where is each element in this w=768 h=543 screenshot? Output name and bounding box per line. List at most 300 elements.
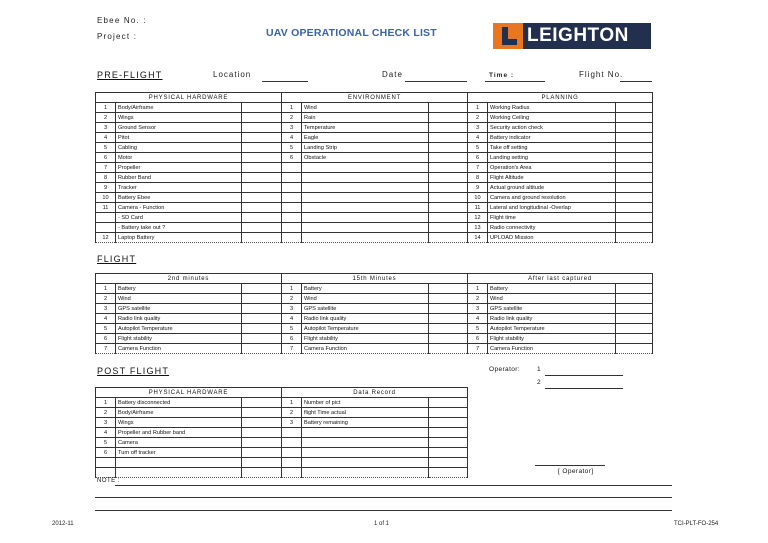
item-number: 3 — [282, 418, 302, 428]
item-number: 7 — [468, 344, 488, 354]
item-number: 2 — [282, 113, 302, 123]
item-number — [282, 183, 302, 193]
postflight-col-header-hardware: PHYSICAL HARDWARE — [96, 388, 282, 398]
check-box[interactable] — [616, 193, 653, 203]
check-box[interactable] — [242, 173, 282, 183]
flight-no-label: Flight No. — [579, 70, 624, 79]
item-number: 6 — [468, 334, 488, 344]
table-row — [96, 284, 653, 294]
check-box[interactable] — [616, 103, 653, 113]
check-box[interactable] — [429, 153, 468, 163]
item-number: 12 — [96, 233, 116, 243]
item-label: Flight time — [488, 213, 616, 223]
check-box[interactable] — [429, 123, 468, 133]
note-line-1[interactable] — [115, 485, 672, 486]
item-number: 1 — [282, 103, 302, 113]
item-number: 3 — [96, 304, 116, 314]
item-label — [302, 193, 429, 203]
item-label — [302, 173, 429, 183]
check-box[interactable] — [242, 458, 282, 468]
preflight-checklist-table — [95, 92, 653, 243]
item-number: 1 — [96, 103, 116, 113]
item-number — [282, 468, 302, 478]
item-label: Camera Function — [302, 344, 429, 354]
item-number: 4 — [468, 314, 488, 324]
check-box[interactable] — [429, 324, 468, 334]
flight-col-header-15th-minutes: 15th Minutes — [282, 274, 468, 284]
check-box[interactable] — [242, 294, 282, 304]
item-label: Radio link quality — [116, 314, 242, 324]
check-box[interactable] — [429, 418, 468, 428]
check-box[interactable] — [242, 123, 282, 133]
check-box[interactable] — [242, 468, 282, 478]
item-label: Camera and ground resolution — [488, 193, 616, 203]
item-number: 8 — [96, 173, 116, 183]
check-box[interactable] — [616, 213, 653, 223]
item-label: Radio link quality — [302, 314, 429, 324]
item-label: Rain — [302, 113, 429, 123]
item-number: 2 — [96, 294, 116, 304]
item-number: 11 — [468, 203, 488, 213]
check-box[interactable] — [429, 438, 468, 448]
check-box[interactable] — [242, 153, 282, 163]
flight-no-field[interactable] — [620, 81, 652, 82]
table-row — [96, 324, 653, 334]
item-number: 1 — [96, 284, 116, 294]
preflight-col-header-planning: PLANNING — [468, 93, 653, 103]
item-number: 3 — [468, 304, 488, 314]
check-box[interactable] — [616, 203, 653, 213]
check-box[interactable] — [429, 458, 468, 468]
item-label: Battery — [302, 284, 429, 294]
footer-page-number: 1 of 1 — [374, 521, 390, 527]
item-number: 3 — [282, 123, 302, 133]
item-label: Radio link quality — [488, 314, 616, 324]
check-box[interactable] — [429, 448, 468, 458]
item-label: Wings — [116, 418, 242, 428]
item-label: Landing Strip — [302, 143, 429, 153]
item-number: 13 — [468, 223, 488, 233]
item-number: 3 — [96, 418, 116, 428]
item-label: UPLOAD Mission — [488, 233, 616, 243]
postflight-col-header-data-record: Data Record — [282, 388, 468, 398]
item-number: 12 — [468, 213, 488, 223]
check-box[interactable] — [242, 418, 282, 428]
item-number: 5 — [282, 143, 302, 153]
check-box[interactable] — [616, 314, 653, 324]
table-row — [96, 193, 653, 203]
item-label: Wings — [116, 113, 242, 123]
item-label: Flight stability — [116, 334, 242, 344]
item-number: 1 — [96, 398, 116, 408]
item-label: Body/Airframe — [116, 103, 242, 113]
item-label: Obstacle — [302, 153, 429, 163]
item-label: Battery indicator — [488, 133, 616, 143]
item-number: 2 — [468, 113, 488, 123]
item-label: Landing setting — [488, 153, 616, 163]
check-box[interactable] — [242, 103, 282, 113]
item-number: 5 — [282, 324, 302, 334]
check-box[interactable] — [616, 113, 653, 123]
check-box[interactable] — [616, 183, 653, 193]
item-number — [282, 233, 302, 243]
footer-form-code: TCI-PLT-FO-254 — [674, 521, 719, 527]
check-box[interactable] — [242, 304, 282, 314]
item-number — [282, 203, 302, 213]
check-box[interactable] — [242, 344, 282, 354]
table-row — [96, 428, 468, 438]
check-box[interactable] — [429, 133, 468, 143]
check-box[interactable] — [429, 304, 468, 314]
item-label — [302, 468, 429, 478]
table-row — [96, 304, 653, 314]
item-label: Working Radius — [488, 103, 616, 113]
check-box[interactable] — [429, 103, 468, 113]
item-label: GPS satellite — [488, 304, 616, 314]
item-number: 2 — [282, 408, 302, 418]
item-number: 10 — [96, 193, 116, 203]
operator-1-label: 1 — [537, 366, 542, 373]
flight-checklist-table — [95, 273, 653, 354]
note-label: NOTE : — [97, 478, 121, 484]
check-box[interactable] — [429, 143, 468, 153]
item-number: 7 — [96, 344, 116, 354]
item-label: Working Ceiling — [488, 113, 616, 123]
check-box[interactable] — [242, 324, 282, 334]
item-label: Camera - Function — [116, 203, 242, 213]
check-box[interactable] — [429, 223, 468, 233]
check-box[interactable] — [242, 284, 282, 294]
check-box[interactable] — [242, 193, 282, 203]
item-number: 1 — [468, 103, 488, 113]
item-label: Battery disconnected — [116, 398, 242, 408]
item-number: 4 — [282, 133, 302, 143]
project-label: Project : — [97, 32, 138, 41]
time-field[interactable] — [485, 81, 545, 82]
check-box[interactable] — [429, 173, 468, 183]
location-field[interactable] — [262, 81, 308, 82]
item-label — [302, 163, 429, 173]
table-row — [96, 314, 653, 324]
table-row — [96, 294, 653, 304]
item-number: 3 — [96, 123, 116, 133]
item-label: Autopilot Temperature — [488, 324, 616, 334]
table-row — [96, 418, 468, 428]
item-number: 6 — [282, 153, 302, 163]
table-row — [96, 183, 653, 193]
check-box[interactable] — [616, 334, 653, 344]
check-box[interactable] — [429, 213, 468, 223]
item-label: Camera — [116, 438, 242, 448]
check-box[interactable] — [242, 438, 282, 448]
item-label: Pitot — [116, 133, 242, 143]
item-number: 11 — [96, 203, 116, 213]
item-label — [116, 468, 242, 478]
check-box[interactable] — [242, 183, 282, 193]
item-number — [282, 163, 302, 173]
check-box[interactable] — [242, 408, 282, 418]
operator-2-line[interactable] — [545, 388, 623, 389]
postflight-section-title: POST FLIGHT — [97, 366, 170, 376]
table-row — [96, 163, 653, 173]
item-label: Lateral and longitudinal -Overlap — [488, 203, 616, 213]
date-label: Date — [382, 70, 403, 79]
item-label: flight Time actual — [302, 408, 429, 418]
item-label — [116, 458, 242, 468]
item-label: Autopilot Temperature — [116, 324, 242, 334]
table-row — [96, 213, 653, 223]
table-row — [96, 103, 653, 113]
item-label: Temperature — [302, 123, 429, 133]
item-label: Rubber Band — [116, 173, 242, 183]
check-box[interactable] — [429, 284, 468, 294]
item-label: Flight stability — [488, 334, 616, 344]
item-label: Battery Ebee — [116, 193, 242, 203]
item-label — [302, 223, 429, 233]
check-box[interactable] — [242, 334, 282, 344]
check-box[interactable] — [429, 294, 468, 304]
footer-date: 2012-11 — [52, 521, 74, 527]
item-label: Radio connectivity — [488, 223, 616, 233]
flight-col-header-2nd-minutes: 2nd minutes — [96, 274, 282, 284]
item-number: 6 — [96, 153, 116, 163]
check-box[interactable] — [242, 398, 282, 408]
company-logo — [493, 23, 651, 49]
item-number: 1 — [468, 284, 488, 294]
check-box[interactable] — [616, 123, 653, 133]
table-row — [96, 223, 653, 233]
item-number: 4 — [468, 133, 488, 143]
item-label: Flight stability — [302, 334, 429, 344]
item-number — [282, 173, 302, 183]
check-box[interactable] — [429, 163, 468, 173]
item-number: 9 — [96, 183, 116, 193]
item-label: Battery — [488, 284, 616, 294]
check-box[interactable] — [616, 324, 653, 334]
item-label: Battery remaining — [302, 418, 429, 428]
date-field[interactable] — [405, 81, 467, 82]
table-row — [96, 113, 653, 123]
check-box[interactable] — [429, 183, 468, 193]
table-row — [96, 398, 468, 408]
item-number — [282, 428, 302, 438]
check-box[interactable] — [616, 344, 653, 354]
item-number — [282, 223, 302, 233]
check-box[interactable] — [616, 163, 653, 173]
check-box[interactable] — [429, 233, 468, 243]
check-box[interactable] — [429, 428, 468, 438]
item-label: Number of pict — [302, 398, 429, 408]
item-number: 6 — [96, 448, 116, 458]
check-box[interactable] — [429, 113, 468, 123]
check-box[interactable] — [616, 294, 653, 304]
item-label: - Battery take out ? — [116, 223, 242, 233]
item-number: 5 — [468, 143, 488, 153]
check-box[interactable] — [242, 428, 282, 438]
item-number: 5 — [96, 324, 116, 334]
item-number: 5 — [468, 324, 488, 334]
item-number: 1 — [282, 284, 302, 294]
item-number — [96, 468, 116, 478]
check-box[interactable] — [429, 398, 468, 408]
check-box[interactable] — [616, 223, 653, 233]
table-row — [96, 153, 653, 163]
item-number: 7 — [468, 163, 488, 173]
item-label: Tracker — [116, 183, 242, 193]
operator-2-label: 2 — [537, 379, 542, 386]
item-number: 9 — [468, 183, 488, 193]
item-number: 2 — [96, 113, 116, 123]
check-box[interactable] — [429, 334, 468, 344]
item-number: 3 — [282, 304, 302, 314]
item-label: Camera Function — [116, 344, 242, 354]
item-label: Camera Function — [488, 344, 616, 354]
table-row — [96, 123, 653, 133]
item-number: 2 — [282, 294, 302, 304]
check-box[interactable] — [616, 133, 653, 143]
item-number — [282, 213, 302, 223]
table-row — [96, 143, 653, 153]
table-row — [96, 344, 653, 354]
item-number: 5 — [96, 438, 116, 448]
item-label: Wind — [302, 103, 429, 113]
item-number — [282, 448, 302, 458]
item-number: 7 — [96, 163, 116, 173]
item-label: Turn off tracker — [116, 448, 242, 458]
item-label: Flight Altitude — [488, 173, 616, 183]
item-number: 5 — [96, 143, 116, 153]
check-box[interactable] — [616, 233, 653, 243]
table-row — [96, 334, 653, 344]
check-box[interactable] — [429, 344, 468, 354]
item-label: Actual ground altitude — [488, 183, 616, 193]
table-row — [96, 173, 653, 183]
time-label: Time : — [489, 72, 515, 79]
item-number — [282, 458, 302, 468]
item-label: Wind — [116, 294, 242, 304]
flight-col-header-after-last: After last captured — [468, 274, 653, 284]
operator-signature-line[interactable] — [535, 465, 605, 466]
item-label: Motor — [116, 153, 242, 163]
item-label: Eagle — [302, 133, 429, 143]
item-number — [96, 223, 116, 233]
item-number — [282, 438, 302, 448]
item-label: Laptop Battery — [116, 233, 242, 243]
table-row — [96, 438, 468, 448]
item-number: 4 — [282, 314, 302, 324]
item-number: 4 — [96, 133, 116, 143]
check-box[interactable] — [242, 203, 282, 213]
check-box[interactable] — [429, 408, 468, 418]
item-label: Cabling — [116, 143, 242, 153]
check-box[interactable] — [242, 223, 282, 233]
item-label — [302, 458, 429, 468]
operator-signature-label: [ Operator] — [558, 468, 594, 475]
check-box[interactable] — [429, 468, 468, 478]
check-box[interactable] — [616, 284, 653, 294]
item-label: Propeller — [116, 163, 242, 173]
item-label — [302, 213, 429, 223]
item-label — [302, 183, 429, 193]
item-label — [302, 233, 429, 243]
operator-label: Operator: — [489, 366, 521, 373]
table-row — [96, 408, 468, 418]
item-number — [96, 458, 116, 468]
ebee-no-label: Ebee No. : — [97, 16, 147, 25]
item-number: 10 — [468, 193, 488, 203]
item-number — [282, 193, 302, 203]
leighton-logo-icon — [493, 23, 523, 49]
check-box[interactable] — [242, 213, 282, 223]
item-label — [302, 448, 429, 458]
item-number: 8 — [468, 173, 488, 183]
preflight-section-title: PRE-FLIGHT — [97, 70, 163, 80]
operator-1-line[interactable] — [545, 375, 623, 376]
check-box[interactable] — [616, 143, 653, 153]
check-box[interactable] — [242, 133, 282, 143]
preflight-col-header-environment: ENVIRONMENT — [282, 93, 468, 103]
item-label — [302, 203, 429, 213]
check-box[interactable] — [429, 314, 468, 324]
check-box[interactable] — [242, 448, 282, 458]
item-number: 4 — [96, 428, 116, 438]
item-number: 6 — [282, 334, 302, 344]
check-box[interactable] — [242, 113, 282, 123]
item-label: Take off setting — [488, 143, 616, 153]
table-row — [96, 458, 468, 468]
check-box[interactable] — [242, 233, 282, 243]
item-label: Operation's Area — [488, 163, 616, 173]
item-label: Body/Airframe — [116, 408, 242, 418]
check-box[interactable] — [616, 173, 653, 183]
item-label: Wind — [302, 294, 429, 304]
item-number: 1 — [282, 398, 302, 408]
flight-section-title: FLIGHT — [97, 254, 137, 264]
check-box[interactable] — [242, 143, 282, 153]
table-row — [96, 468, 468, 478]
item-label: GPS satellite — [302, 304, 429, 314]
item-number: 2 — [468, 294, 488, 304]
item-number: 2 — [96, 408, 116, 418]
table-row — [96, 448, 468, 458]
check-box[interactable] — [242, 314, 282, 324]
check-box[interactable] — [242, 163, 282, 173]
item-number — [96, 213, 116, 223]
item-number: 6 — [96, 334, 116, 344]
logo-text: LEIGHTON — [527, 25, 629, 46]
check-box[interactable] — [616, 153, 653, 163]
check-box[interactable] — [616, 304, 653, 314]
postflight-checklist-table — [95, 387, 468, 478]
note-line-2[interactable] — [95, 497, 672, 498]
item-label: Security action check — [488, 123, 616, 133]
note-line-3[interactable] — [95, 510, 672, 511]
check-box[interactable] — [429, 203, 468, 213]
preflight-col-header-hardware: PHYSICAL HARDWARE — [96, 93, 282, 103]
item-number: 14 — [468, 233, 488, 243]
location-label: Location — [213, 70, 252, 79]
table-row — [96, 203, 653, 213]
check-box[interactable] — [429, 193, 468, 203]
item-label: GPS satellite — [116, 304, 242, 314]
item-number: 6 — [468, 153, 488, 163]
item-label: - SD Card — [116, 213, 242, 223]
table-row — [96, 233, 653, 243]
item-number: 4 — [96, 314, 116, 324]
table-row — [96, 133, 653, 143]
item-number: 3 — [468, 123, 488, 133]
item-label: Propeller and Rubber band — [116, 428, 242, 438]
